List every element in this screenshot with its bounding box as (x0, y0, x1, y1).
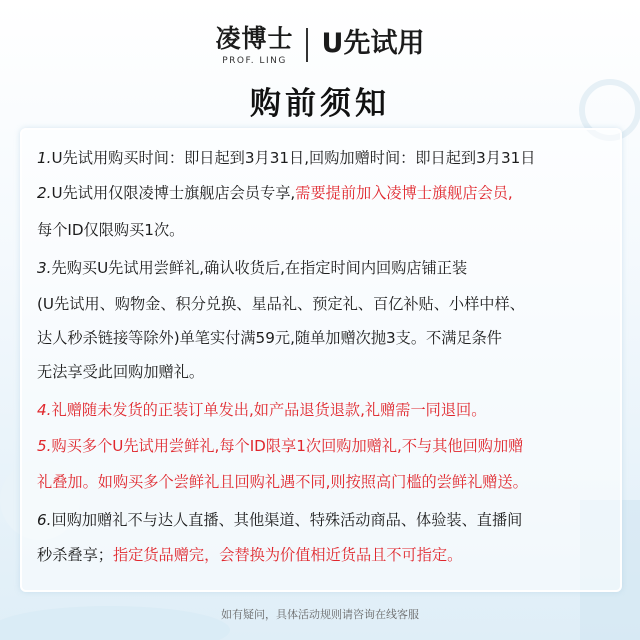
brand-divider (306, 28, 308, 62)
rule-line-7 (37, 362, 204, 382)
rule-line-2 (37, 183, 513, 203)
rule-text-highlight: 指定货品赠完，会替换为价值相近货品且不可指定。 (112, 546, 463, 564)
rule-line-11 (37, 510, 522, 530)
rule-line-12 (37, 545, 462, 565)
rule-number: 3. (37, 259, 52, 277)
rule-number: 2. (37, 184, 52, 202)
rule-text: (U先试用、购物金、积分兑换、星品礼、预定礼、百亿补贴、小样中样、 (37, 295, 525, 313)
rule-line-9 (37, 436, 523, 456)
brand-row (0, 24, 640, 72)
rule-number: 1. (37, 149, 52, 167)
rule-text: 秒杀叠享； (37, 546, 113, 564)
rule-line-10 (37, 472, 528, 492)
rule-text: U先试用仅限凌博士旗舰店会员专享, (51, 184, 296, 202)
rule-number: 6. (37, 511, 52, 529)
rule-line-6 (37, 328, 502, 348)
brand-name-en: PROF. LING (222, 56, 287, 66)
rule-line-3 (37, 220, 184, 240)
rule-text-highlight: 礼叠加。如购买多个尝鲜礼且回购礼遇不同,则按照高门槛的尝鲜礼赠送。 (37, 473, 528, 491)
rule-text: 回购加赠礼不与达人直播、其他渠道、特殊活动商品、体验装、直播间 (51, 511, 523, 529)
rule-line-8 (37, 400, 486, 420)
rule-text-highlight: 需要提前加入凌博士旗舰店会员, (295, 184, 513, 202)
rule-text: 每个ID仅限购买1次。 (37, 221, 185, 239)
page-title: 购前须知 (250, 86, 390, 122)
rule-number: 5. (37, 437, 52, 455)
rule-text-highlight: 购买多个U先试用尝鲜礼,每个ID限享1次回购加赠礼,不与其他回购加赠 (51, 437, 524, 455)
rule-text-highlight: 礼赠随未发货的正装订单发出,如产品退货退款,礼赠需一同退回。 (51, 401, 487, 419)
rule-line-4 (37, 258, 467, 278)
rule-number: 4. (37, 401, 52, 419)
rule-text: 先购买U先试用尝鲜礼,确认收货后,在指定时间内回购店铺正装 (51, 259, 468, 277)
rule-text: U先试用购买时间：即日起到3月31日,回购加赠时间：即日起到3月31日 (51, 149, 536, 167)
trial-title: U先试用 (321, 28, 425, 59)
rule-line-1 (37, 148, 535, 168)
footer-note: 如有疑问，具体活动规则请咨询在线客服 (221, 608, 419, 621)
header (0, 24, 640, 124)
brand-name-cn: 凌博士 (215, 24, 294, 53)
rule-text: 无法享受此回购加赠礼。 (37, 363, 205, 381)
rule-text: 达人秒杀链接等除外)单笔实付满59元,随单加赠次抛3支。不满足条件 (37, 329, 502, 347)
rule-line-5 (37, 294, 525, 314)
brand-logo (216, 24, 294, 67)
